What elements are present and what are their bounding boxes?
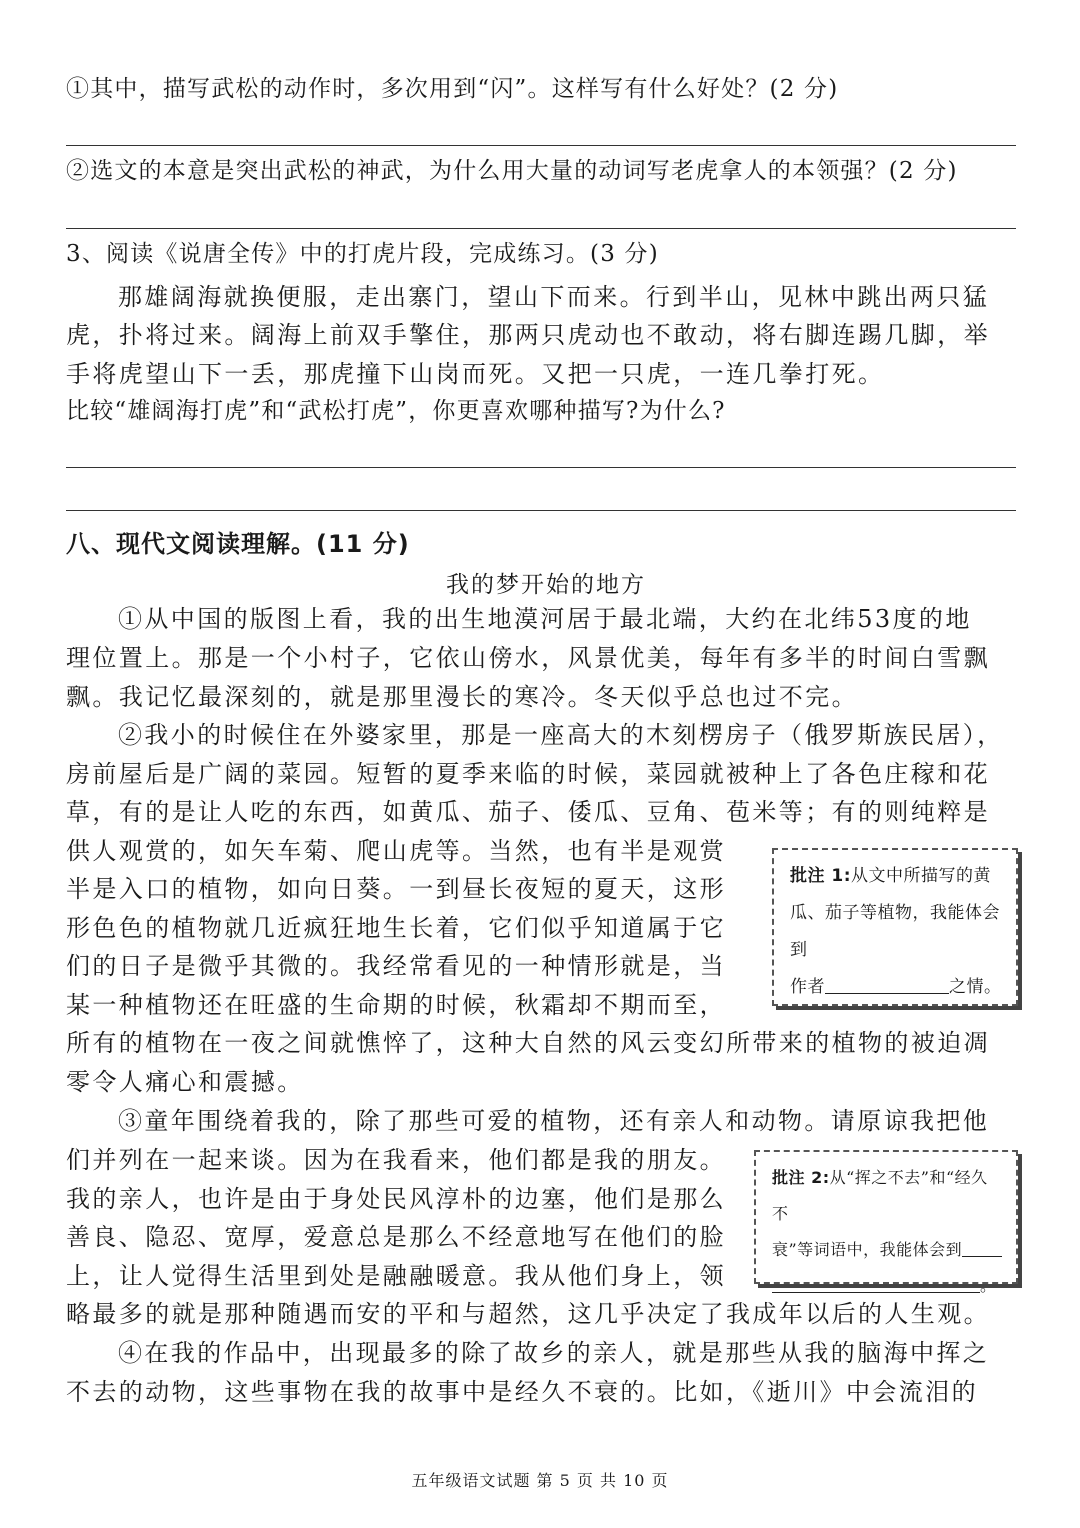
- paragraph-2-line: 们的日子是微乎其微的。我经常看见的一种情形就是，当: [66, 952, 726, 980]
- q3-passage-line: 虎，扑将过来。阔海上前双手擎住，那两只虎动也不敢动，将右脚连踢几脚，举: [66, 321, 990, 349]
- paragraph-2-line: 形色色的植物就几近疯狂地生长着，它们似乎知道属于它: [66, 914, 726, 942]
- paragraph-2-line: 供人观赏的，如矢车菊、爬山虎等。当然，也有半是观赏: [66, 837, 726, 865]
- page-footer: 五年级语文试题 第 5 页 共 10 页: [411, 1471, 669, 1490]
- passage-title: 我的梦开始的地方: [446, 572, 646, 598]
- note-1-text: 之情。: [949, 977, 1002, 997]
- question-3-title: 3、阅读《说唐全传》中的打虎片段，完成练习。(3 分): [66, 241, 659, 267]
- paragraph-2-line: 房前屋后是广阔的菜园。短暂的夏季来临的时候，菜园就被种上了各色庄稼和花: [66, 760, 990, 788]
- paragraph-1-line: 飘。我记忆最深刻的，就是那里漫长的寒冷。冬天似乎总也过不完。: [66, 683, 858, 711]
- paragraph-2-line: ②我小的时候住在外婆家里，那是一座高大的木刻楞房子（俄罗斯族民居），: [118, 721, 1004, 749]
- answer-line-q1[interactable]: [66, 145, 1016, 146]
- note-2-blank[interactable]: [962, 1238, 1002, 1257]
- paragraph-2-line: 零令人痛心和震撼。: [66, 1068, 304, 1096]
- paragraph-3-line: 们并列在一起来谈。因为在我看来，他们都是我的朋友。: [66, 1146, 726, 1174]
- answer-line-q3b[interactable]: [66, 510, 1016, 511]
- paragraph-3-line: 我的亲人，也许是由于身处民风淳朴的边塞，他们是那么: [66, 1185, 726, 1213]
- answer-line-q2[interactable]: [66, 228, 1016, 229]
- paragraph-3-line: 善良、隐忍、宽厚，爱意总是那么不经意地写在他们的脸: [66, 1223, 726, 1251]
- paragraph-4-line: 不去的动物，这些事物在我的故事中是经久不衰的。比如，《逝川》中会流泪的: [66, 1378, 978, 1406]
- q3-passage-line: 手将虎望山下一丢，那虎撞下山岗而死。又把一只虎，一连几拳打死。: [66, 360, 885, 388]
- answer-line-q3a[interactable]: [66, 467, 1016, 468]
- note-1-text: 从文中所描写的黄: [851, 866, 992, 886]
- paragraph-3-line: ③童年围绕着我的，除了那些可爱的植物，还有亲人和动物。请原谅我把他: [118, 1107, 990, 1135]
- q3-passage-line: 那雄阔海就换便服，走出寨门，望山下而来。行到半山，见林中跳出两只猛: [118, 283, 990, 311]
- paragraph-2-line: 半是入口的植物，如向日葵。一到昼长夜短的夏天，这形: [66, 875, 726, 903]
- annotation-box-1: [772, 848, 1018, 1006]
- paragraph-3-line: 上，让人觉得生活里到处是融融暖意。我从他们身上，领: [66, 1262, 726, 1290]
- note-1-text: 瓜、茄子等植物，我能体会到: [790, 903, 1000, 960]
- section-heading: 八、现代文阅读理解。(11 分): [66, 530, 410, 558]
- paragraph-1-line: ①从中国的版图上看，我的出生地漠河居于最北端，大约在北纬53度的地: [118, 605, 972, 633]
- question-1: ①其中，描写武松的动作时，多次用到“闪”。这样写有什么好处？(2 分): [66, 76, 839, 102]
- paragraph-2-line: 草，有的是让人吃的东西，如黄瓜、茄子、倭瓜、豆角、苞米等；有的则纯粹是: [66, 798, 990, 826]
- note-1-blank[interactable]: [825, 975, 949, 994]
- note-2-text: 衰”等词语中，我能体会到: [772, 1240, 963, 1259]
- paragraph-3-line: 略最多的就是那种随遇而安的平和与超然，这几乎决定了我成年以后的人生观。: [66, 1300, 990, 1328]
- paragraph-2-line: 所有的植物在一夜之间就憔悴了，这种大自然的风云变幻所带来的植物的被迫凋: [66, 1029, 990, 1057]
- question-3-prompt: 比较“雄阔海打虎”和“武松打虎”，你更喜欢哪种描写?为什么?: [66, 398, 726, 424]
- paragraph-4-line: ④在我的作品中，出现最多的除了故乡的亲人，就是那些从我的脑海中挥之: [118, 1339, 990, 1367]
- note-1-text: 作者: [790, 977, 825, 997]
- note-2-text: 。: [980, 1276, 997, 1295]
- note-2-text: 从“挥之不去”和“经久不: [772, 1168, 988, 1223]
- note-2-label: 批注 2:: [772, 1168, 830, 1187]
- annotation-box-2: [754, 1150, 1018, 1295]
- note-2-blank[interactable]: [772, 1274, 980, 1293]
- note-1-label: 批注 1:: [790, 866, 852, 886]
- paragraph-2-line: 某一种植物还在旺盛的生命期的时候，秋霜却不期而至，: [66, 991, 726, 1019]
- paragraph-1-line: 理位置上。那是一个小村子，它依山傍水，风景优美，每年有多半的时间白雪飘: [66, 644, 990, 672]
- question-2: ②选文的本意是突出武松的神武，为什么用大量的动词写老虎拿人的本领强？(2 分): [66, 158, 958, 184]
